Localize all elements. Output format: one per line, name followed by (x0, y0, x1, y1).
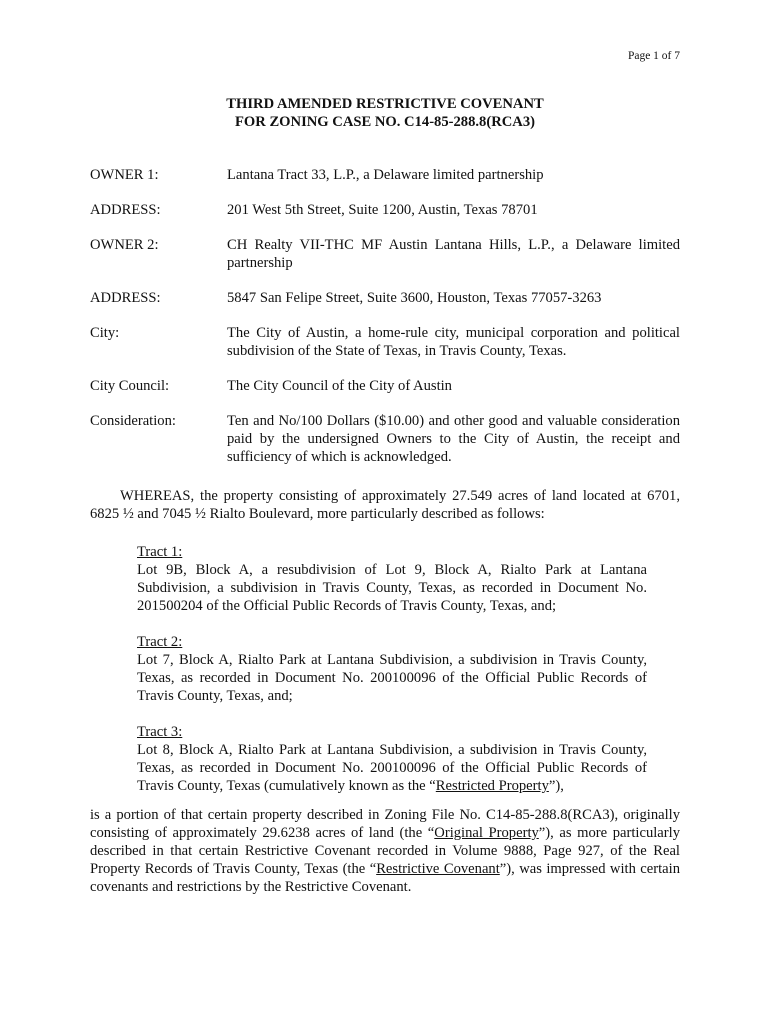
page-number: Page 1 of 7 (627, 50, 680, 62)
party-label: OWNER 2: (90, 237, 159, 253)
party-label: ADDRESS: (90, 202, 161, 218)
parties-section (90, 166, 680, 466)
tract-body: Lot 7, Block A, Rialto Park at Lantana Subdivision, a subdivision in Travis County, Texas, as recorded in Document No. 200100096 of the Official Public Records of Travis County, Texas, and; (137, 652, 647, 704)
party-label: City: (90, 325, 120, 341)
party-row-owner2 (90, 236, 680, 272)
party-value: 5847 San Felipe Street, Suite 3600, Houston, Texas 77057-3263 (227, 290, 602, 306)
tracts-section (137, 543, 647, 813)
defined-term-restricted-property: Restricted Property (435, 778, 549, 794)
party-row-city-council (90, 377, 680, 395)
tract-3 (137, 723, 647, 795)
party-value: The City of Austin, a home-rule city, municipal corporation and political subdivision of the State of Texas, in Travis County, Texas. (227, 325, 680, 359)
tract-title: Tract 3: (137, 724, 183, 740)
party-value: CH Realty VII-THC MF Austin Lantana Hills, L.P., a Delaware limited partnership (227, 237, 680, 271)
tract-body-text-end: ”), (548, 778, 564, 794)
defined-term-restrictive-covenant: Restrictive Covenant (376, 861, 500, 877)
tract-body: Lot 9B, Block A, a resubdivision of Lot 9, Block A, Rialto Park at Lantana Subdivision, a subdivision in Travis County, Texas, as recorded in Document No. 201500204 of the Official Public Records of Travis County, Texas, and; (137, 562, 647, 614)
defined-term-original-property: Original Property (434, 825, 539, 841)
title-line-2: FOR ZONING CASE NO. C14-85-288.8(RCA3) (235, 114, 535, 130)
party-label: Consideration: (90, 413, 176, 429)
tract-1 (137, 543, 647, 615)
party-row-address2 (90, 289, 680, 307)
closing-text-2: ”), as more particularly described in that certain Restrictive Covenant recorded in Volume 9888, Page 927, of the Real Property Records of Travis County, Texas (the “ (90, 825, 680, 877)
tract-2 (137, 633, 647, 705)
party-value: Lantana Tract 33, L.P., a Delaware limited partnership (227, 167, 544, 183)
party-label: City Council: (90, 378, 170, 394)
party-row-owner1 (90, 166, 680, 184)
party-row-address1 (90, 201, 680, 219)
tract-body (137, 741, 647, 795)
party-value: The City Council of the City of Austin (227, 378, 452, 394)
whereas-paragraph: WHEREAS, the property consisting of approximately 27.549 acres of land located at 6701, 6825 ½ and 7045 ½ Rialto Boulevard, more particularly described as follows: (90, 488, 680, 522)
tract-body-text: Lot 8, Block A, Rialto Park at Lantana Subdivision, a subdivision in Travis County, Texas, as recorded in Document No. 200100096 of the Official Public Records of Travis County, Texas (cumulatively known as the “ (137, 742, 647, 794)
tract-title: Tract 1: (137, 544, 183, 560)
closing-text-3: ”), was impressed with certain covenants and restrictions by the Restrictive Covenant. (90, 861, 681, 895)
closing-paragraph (90, 806, 680, 896)
party-row-city (90, 324, 680, 360)
closing-text-1: is a portion of that certain property described in Zoning File No. C14-85-288.8(RCA3), originally consisting of approximately 29.6238 acres of land (the “ (90, 807, 680, 841)
party-label: ADDRESS: (90, 290, 161, 306)
party-value: 201 West 5th Street, Suite 1200, Austin, Texas 78701 (227, 202, 538, 218)
title-line-1: THIRD AMENDED RESTRICTIVE COVENANT (226, 96, 544, 112)
tract-title: Tract 2: (137, 634, 183, 650)
party-row-consideration (90, 412, 680, 466)
party-label: OWNER 1: (90, 167, 159, 183)
party-value: Ten and No/100 Dollars ($10.00) and other good and valuable consideration paid by the undersigned Owners to the City of Austin, the receipt and sufficiency of which is acknowledged. (227, 413, 680, 465)
document-title (0, 95, 770, 131)
